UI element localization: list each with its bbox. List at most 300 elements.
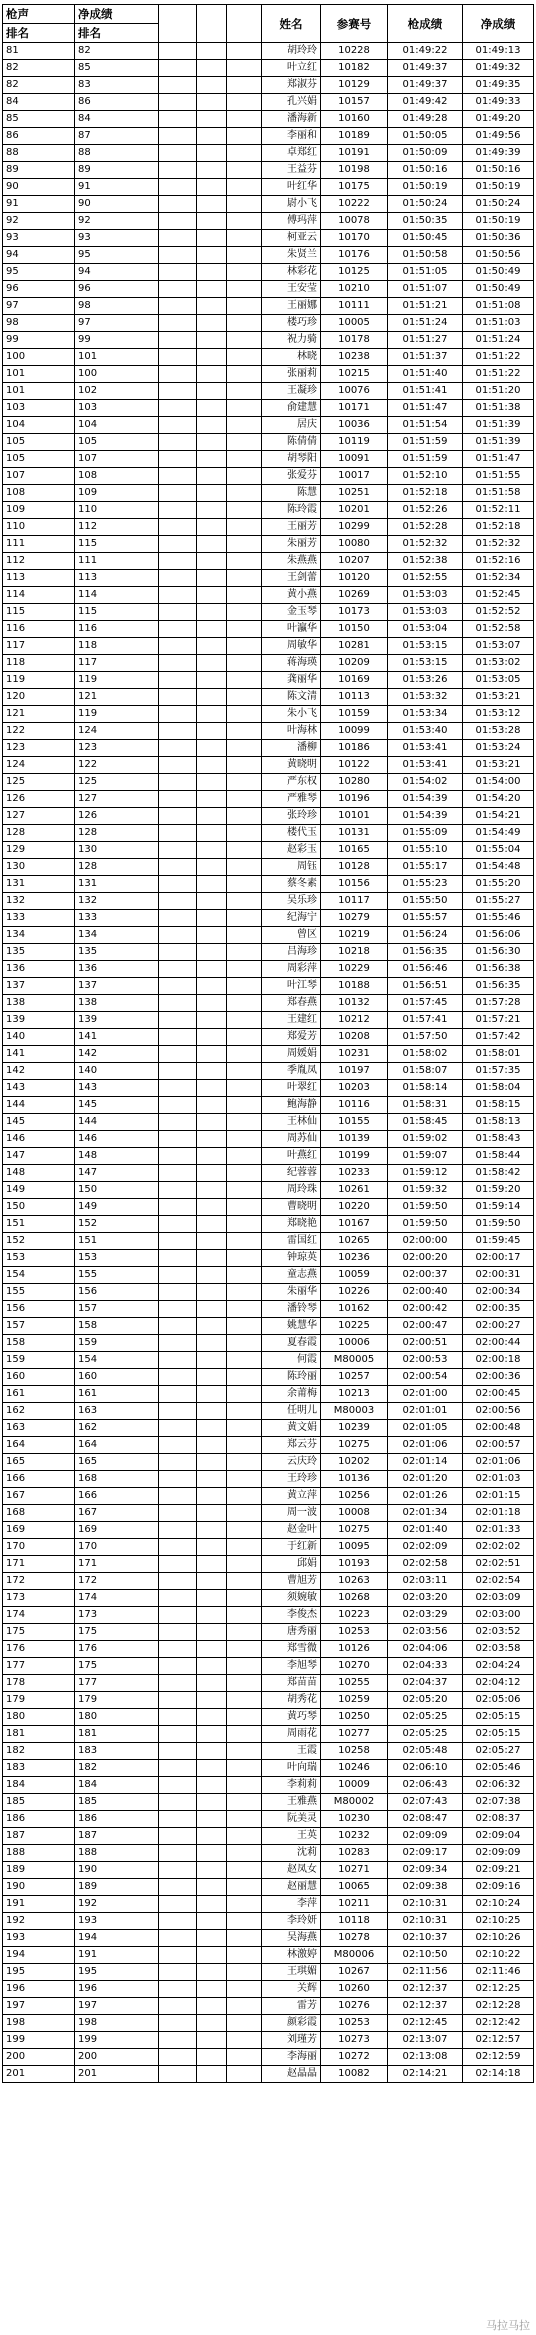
blank-cell (227, 1284, 262, 1301)
net-time-cell: 02:09:21 (463, 1862, 534, 1879)
gun-rank-cell: 190 (3, 1879, 75, 1896)
gun-time-cell: 01:50:19 (388, 179, 463, 196)
bib-cell: M80006 (321, 1947, 388, 1964)
net-rank-cell: 133 (75, 910, 159, 927)
name-cell: 傅玛萍 (262, 213, 321, 230)
net-time-cell: 01:49:20 (463, 111, 534, 128)
net-time-cell: 01:51:38 (463, 400, 534, 417)
blank-cell (159, 1828, 197, 1845)
bib-cell: 10223 (321, 1607, 388, 1624)
blank-cell (227, 1794, 262, 1811)
table-row (3, 1896, 534, 1913)
gun-rank-cell: 103 (3, 400, 75, 417)
blank-cell (227, 264, 262, 281)
gun-time-cell: 01:53:03 (388, 604, 463, 621)
blank-cell (197, 1488, 227, 1505)
blank-cell (197, 1505, 227, 1522)
net-time-cell: 02:05:46 (463, 1760, 534, 1777)
bib-cell: 10255 (321, 1675, 388, 1692)
blank-cell (159, 400, 197, 417)
net-rank-cell: 147 (75, 1165, 159, 1182)
net-time-cell: 02:09:04 (463, 1828, 534, 1845)
net-time-cell: 01:58:01 (463, 1046, 534, 1063)
net-rank-cell: 201 (75, 2066, 159, 2083)
gun-time-cell: 01:55:50 (388, 893, 463, 910)
bib-cell: 10036 (321, 417, 388, 434)
name-cell: 何霞 (262, 1352, 321, 1369)
gun-time-cell: 01:59:12 (388, 1165, 463, 1182)
blank-cell (159, 1165, 197, 1182)
name-cell: 王丽芳 (262, 519, 321, 536)
blank-cell (159, 1760, 197, 1777)
table-row (3, 77, 534, 94)
bib-cell: 10228 (321, 43, 388, 60)
blank-cell (227, 757, 262, 774)
blank-cell (227, 1862, 262, 1879)
net-time-cell: 02:00:27 (463, 1318, 534, 1335)
blank-cell (159, 876, 197, 893)
blank-cell (197, 1777, 227, 1794)
gun-rank-cell: 130 (3, 859, 75, 876)
net-time-cell: 01:52:45 (463, 587, 534, 604)
blank-cell (197, 1131, 227, 1148)
bib-cell: 10099 (321, 723, 388, 740)
net-time-cell: 01:51:58 (463, 485, 534, 502)
blank-cell (227, 1726, 262, 1743)
gun-time-cell: 02:12:37 (388, 1998, 463, 2015)
gun-rank-cell: 147 (3, 1148, 75, 1165)
bib-cell: 10267 (321, 1964, 388, 1981)
blank-cell (197, 1743, 227, 1760)
gun-rank-cell: 191 (3, 1896, 75, 1913)
blank-cell (197, 264, 227, 281)
table-row (3, 196, 534, 213)
net-rank-cell: 109 (75, 485, 159, 502)
blank-cell (159, 145, 197, 162)
blank-cell (227, 944, 262, 961)
table-row (3, 1709, 534, 1726)
gun-time-cell: 01:51:37 (388, 349, 463, 366)
gun-time-cell: 02:07:43 (388, 1794, 463, 1811)
gun-time-cell: 02:01:40 (388, 1522, 463, 1539)
name-cell: 祝力骑 (262, 332, 321, 349)
blank-cell (227, 1998, 262, 2015)
net-time-cell: 01:53:05 (463, 672, 534, 689)
blank-cell (227, 1641, 262, 1658)
net-time-cell: 01:50:49 (463, 281, 534, 298)
net-rank-cell: 92 (75, 213, 159, 230)
name-cell: 潘海新 (262, 111, 321, 128)
blank-cell (159, 961, 197, 978)
blank-cell (159, 1675, 197, 1692)
blank-cell (227, 1556, 262, 1573)
blank-cell (197, 485, 227, 502)
name-cell: 李莉莉 (262, 1777, 321, 1794)
blank-cell (197, 1641, 227, 1658)
gun-time-cell: 01:56:46 (388, 961, 463, 978)
table-row (3, 1981, 534, 1998)
net-time-cell: 01:49:33 (463, 94, 534, 111)
blank-cell (197, 1335, 227, 1352)
blank-cell (227, 1607, 262, 1624)
net-time-cell: 02:02:54 (463, 1573, 534, 1590)
bib-cell: 10207 (321, 553, 388, 570)
gun-time-cell: 01:50:35 (388, 213, 463, 230)
blank-cell (159, 1845, 197, 1862)
table-row (3, 1114, 534, 1131)
name-cell: 朱贤兰 (262, 247, 321, 264)
blank-cell (227, 1318, 262, 1335)
blank-cell (159, 1046, 197, 1063)
gun-time-cell: 01:51:27 (388, 332, 463, 349)
net-rank-cell: 105 (75, 434, 159, 451)
net-time-cell: 02:12:59 (463, 2049, 534, 2066)
blank-cell (227, 825, 262, 842)
bib-cell: 10120 (321, 570, 388, 587)
name-cell: 王凝珍 (262, 383, 321, 400)
gun-time-cell: 01:58:02 (388, 1046, 463, 1063)
blank-cell (227, 1743, 262, 1760)
table-row (3, 808, 534, 825)
name-cell: 雷国红 (262, 1233, 321, 1250)
blank-cell (159, 655, 197, 672)
net-rank-cell: 143 (75, 1080, 159, 1097)
blank-cell (159, 706, 197, 723)
table-row (3, 247, 534, 264)
blank-cell (197, 1369, 227, 1386)
blank-cell (227, 910, 262, 927)
bib-cell: 10095 (321, 1539, 388, 1556)
gun-time-cell: 02:04:06 (388, 1641, 463, 1658)
blank-cell (159, 451, 197, 468)
blank-cell (227, 1573, 262, 1590)
bib-cell: 10277 (321, 1726, 388, 1743)
table-row (3, 1998, 534, 2015)
blank-cell (227, 723, 262, 740)
blank-cell (159, 366, 197, 383)
gun-time-cell: 01:52:10 (388, 468, 463, 485)
blank-cell (197, 383, 227, 400)
gun-rank-cell: 150 (3, 1199, 75, 1216)
blank-cell (197, 604, 227, 621)
table-row (3, 1352, 534, 1369)
net-time-cell: 02:00:44 (463, 1335, 534, 1352)
name-cell: 林彩花 (262, 264, 321, 281)
blank-cell (197, 553, 227, 570)
name-cell: 王霞 (262, 1743, 321, 1760)
blank-cell (197, 1352, 227, 1369)
net-rank-cell: 134 (75, 927, 159, 944)
blank-cell (197, 1063, 227, 1080)
gun-rank-cell: 127 (3, 808, 75, 825)
blank-cell (197, 128, 227, 145)
gun-time-cell: 01:58:31 (388, 1097, 463, 1114)
bib-cell: 10082 (321, 2066, 388, 2083)
bib-cell: 10250 (321, 1709, 388, 1726)
net-rank-cell: 175 (75, 1624, 159, 1641)
net-time-cell: 01:53:07 (463, 638, 534, 655)
name-cell: 王琪媚 (262, 1964, 321, 1981)
table-row (3, 1879, 534, 1896)
name-cell: 叶瀛华 (262, 621, 321, 638)
blank-cell (197, 349, 227, 366)
blank-cell (227, 230, 262, 247)
net-rank-cell: 136 (75, 961, 159, 978)
gun-time-cell: 02:01:01 (388, 1403, 463, 1420)
blank-cell (227, 570, 262, 587)
net-rank-cell: 131 (75, 876, 159, 893)
blank-cell (159, 1335, 197, 1352)
blank-cell (227, 1828, 262, 1845)
bib-cell: 10211 (321, 1896, 388, 1913)
net-rank-cell: 145 (75, 1097, 159, 1114)
table-row (3, 1301, 534, 1318)
blank-cell (197, 672, 227, 689)
table-row (3, 1862, 534, 1879)
gun-rank-cell: 107 (3, 468, 75, 485)
gun-time-cell: 02:00:51 (388, 1335, 463, 1352)
blank-cell (159, 1420, 197, 1437)
gun-rank-cell: 154 (3, 1267, 75, 1284)
net-rank-cell: 111 (75, 553, 159, 570)
net-time-cell: 01:53:12 (463, 706, 534, 723)
table-row (3, 1522, 534, 1539)
header-net-rank-line1: 净成绩 (75, 5, 159, 24)
table-row (3, 349, 534, 366)
gun-rank-cell: 105 (3, 434, 75, 451)
blank-cell (227, 1182, 262, 1199)
name-cell: 郑爱芳 (262, 1029, 321, 1046)
net-time-cell: 01:49:13 (463, 43, 534, 60)
net-rank-cell: 171 (75, 1556, 159, 1573)
gun-time-cell: 01:50:16 (388, 162, 463, 179)
gun-time-cell: 02:13:08 (388, 2049, 463, 2066)
table-row (3, 2049, 534, 2066)
net-time-cell: 02:05:06 (463, 1692, 534, 1709)
name-cell: 严东权 (262, 774, 321, 791)
table-row (3, 587, 534, 604)
blank-cell (227, 196, 262, 213)
blank-cell (227, 1488, 262, 1505)
bib-cell: 10078 (321, 213, 388, 230)
gun-time-cell: 02:14:21 (388, 2066, 463, 2083)
blank-cell (159, 417, 197, 434)
blank-cell (227, 1301, 262, 1318)
bib-cell: 10111 (321, 298, 388, 315)
blank-cell (197, 1896, 227, 1913)
bib-cell: 10236 (321, 1250, 388, 1267)
net-time-cell: 01:50:19 (463, 213, 534, 230)
bib-cell: 10131 (321, 825, 388, 842)
gun-time-cell: 01:53:41 (388, 757, 463, 774)
net-time-cell: 02:03:09 (463, 1590, 534, 1607)
gun-rank-cell: 146 (3, 1131, 75, 1148)
bib-cell: 10225 (321, 1318, 388, 1335)
net-time-cell: 02:14:18 (463, 2066, 534, 2083)
net-rank-cell: 167 (75, 1505, 159, 1522)
net-rank-cell: 165 (75, 1454, 159, 1471)
bib-cell: 10132 (321, 995, 388, 1012)
blank-cell (159, 1692, 197, 1709)
blank-cell (197, 1947, 227, 1964)
name-cell: 赵彩玉 (262, 842, 321, 859)
blank-cell (227, 774, 262, 791)
gun-rank-cell: 140 (3, 1029, 75, 1046)
gun-rank-cell: 183 (3, 1760, 75, 1777)
net-rank-cell: 141 (75, 1029, 159, 1046)
blank-cell (197, 1998, 227, 2015)
name-cell: 张丽莉 (262, 366, 321, 383)
bib-cell: 10116 (321, 1097, 388, 1114)
net-rank-cell: 107 (75, 451, 159, 468)
net-time-cell: 02:00:31 (463, 1267, 534, 1284)
name-cell: 周苏仙 (262, 1131, 321, 1148)
blank-cell (197, 1250, 227, 1267)
net-rank-cell: 88 (75, 145, 159, 162)
table-row (3, 1794, 534, 1811)
table-row (3, 1131, 534, 1148)
net-rank-cell: 100 (75, 366, 159, 383)
bib-cell: M80002 (321, 1794, 388, 1811)
net-rank-cell: 181 (75, 1726, 159, 1743)
blank-cell (227, 1845, 262, 1862)
net-time-cell: 01:55:04 (463, 842, 534, 859)
blank-cell (227, 961, 262, 978)
name-cell: 纪海宁 (262, 910, 321, 927)
blank-cell (197, 1624, 227, 1641)
blank-cell (197, 723, 227, 740)
header-name: 姓名 (262, 5, 321, 43)
name-cell: 赵金叶 (262, 1522, 321, 1539)
gun-rank-cell: 89 (3, 162, 75, 179)
gun-rank-cell: 105 (3, 451, 75, 468)
net-rank-cell: 139 (75, 1012, 159, 1029)
gun-rank-cell: 166 (3, 1471, 75, 1488)
gun-rank-cell: 152 (3, 1233, 75, 1250)
net-rank-cell: 162 (75, 1420, 159, 1437)
bib-cell: 10256 (321, 1488, 388, 1505)
table-row (3, 842, 534, 859)
blank-cell (159, 1199, 197, 1216)
net-rank-cell: 96 (75, 281, 159, 298)
blank-cell (197, 910, 227, 927)
bib-cell: 10268 (321, 1590, 388, 1607)
table-row (3, 1947, 534, 1964)
gun-time-cell: 02:12:37 (388, 1981, 463, 1998)
bib-cell: 10230 (321, 1811, 388, 1828)
table-row (3, 1046, 534, 1063)
table-row (3, 281, 534, 298)
gun-time-cell: 01:51:07 (388, 281, 463, 298)
net-rank-cell: 144 (75, 1114, 159, 1131)
net-time-cell: 01:58:13 (463, 1114, 534, 1131)
net-time-cell: 02:01:06 (463, 1454, 534, 1471)
blank-cell (197, 1607, 227, 1624)
net-rank-cell: 140 (75, 1063, 159, 1080)
name-cell: 叶海林 (262, 723, 321, 740)
net-time-cell: 01:56:38 (463, 961, 534, 978)
blank-cell (159, 1437, 197, 1454)
gun-rank-cell: 142 (3, 1063, 75, 1080)
net-time-cell: 01:52:18 (463, 519, 534, 536)
blank-cell (197, 1726, 227, 1743)
name-cell: 叶向瑞 (262, 1760, 321, 1777)
name-cell: 王林仙 (262, 1114, 321, 1131)
blank-cell (159, 1726, 197, 1743)
table-row (3, 315, 534, 332)
gun-rank-cell: 84 (3, 94, 75, 111)
gun-time-cell: 01:49:37 (388, 60, 463, 77)
gun-time-cell: 02:02:09 (388, 1539, 463, 1556)
table-row (3, 1811, 534, 1828)
blank-cell (197, 281, 227, 298)
table-row (3, 621, 534, 638)
bib-cell: 10176 (321, 247, 388, 264)
bib-cell: 10065 (321, 1879, 388, 1896)
net-time-cell: 02:05:15 (463, 1726, 534, 1743)
blank-cell (159, 230, 197, 247)
gun-time-cell: 02:11:56 (388, 1964, 463, 1981)
net-rank-cell: 189 (75, 1879, 159, 1896)
bib-cell: 10275 (321, 1437, 388, 1454)
blank-cell (227, 400, 262, 417)
gun-rank-cell: 91 (3, 196, 75, 213)
net-time-cell: 02:09:09 (463, 1845, 534, 1862)
name-cell: 郑晓艳 (262, 1216, 321, 1233)
gun-rank-cell: 119 (3, 672, 75, 689)
blank-cell (197, 978, 227, 995)
blank-cell (159, 196, 197, 213)
blank-cell (197, 1556, 227, 1573)
blank-cell (227, 1522, 262, 1539)
gun-rank-cell: 145 (3, 1114, 75, 1131)
table-row (3, 638, 534, 655)
name-cell: 赵晶晶 (262, 2066, 321, 2083)
gun-time-cell: 01:52:18 (388, 485, 463, 502)
net-rank-cell: 98 (75, 298, 159, 315)
blank-cell (227, 1760, 262, 1777)
name-cell: 李丽和 (262, 128, 321, 145)
gun-rank-cell: 131 (3, 876, 75, 893)
blank-cell (159, 349, 197, 366)
blank-cell (197, 230, 227, 247)
blank-cell (197, 1420, 227, 1437)
gun-rank-cell: 163 (3, 1420, 75, 1437)
name-cell: 楼巧珍 (262, 315, 321, 332)
net-rank-cell: 200 (75, 2049, 159, 2066)
blank-cell (197, 2066, 227, 2083)
net-rank-cell: 150 (75, 1182, 159, 1199)
net-rank-cell: 142 (75, 1046, 159, 1063)
net-rank-cell: 158 (75, 1318, 159, 1335)
blank-cell (227, 162, 262, 179)
blank-cell (227, 1811, 262, 1828)
gun-rank-cell: 82 (3, 77, 75, 94)
blank-cell (159, 298, 197, 315)
bib-cell: 10160 (321, 111, 388, 128)
gun-time-cell: 01:57:41 (388, 1012, 463, 1029)
blank-cell (227, 451, 262, 468)
table-row (3, 978, 534, 995)
blank-cell (197, 621, 227, 638)
blank-cell (227, 1896, 262, 1913)
bib-cell: 10165 (321, 842, 388, 859)
gun-rank-cell: 165 (3, 1454, 75, 1471)
table-row (3, 859, 534, 876)
bib-cell: 10213 (321, 1386, 388, 1403)
gun-rank-cell: 116 (3, 621, 75, 638)
net-rank-cell: 97 (75, 315, 159, 332)
